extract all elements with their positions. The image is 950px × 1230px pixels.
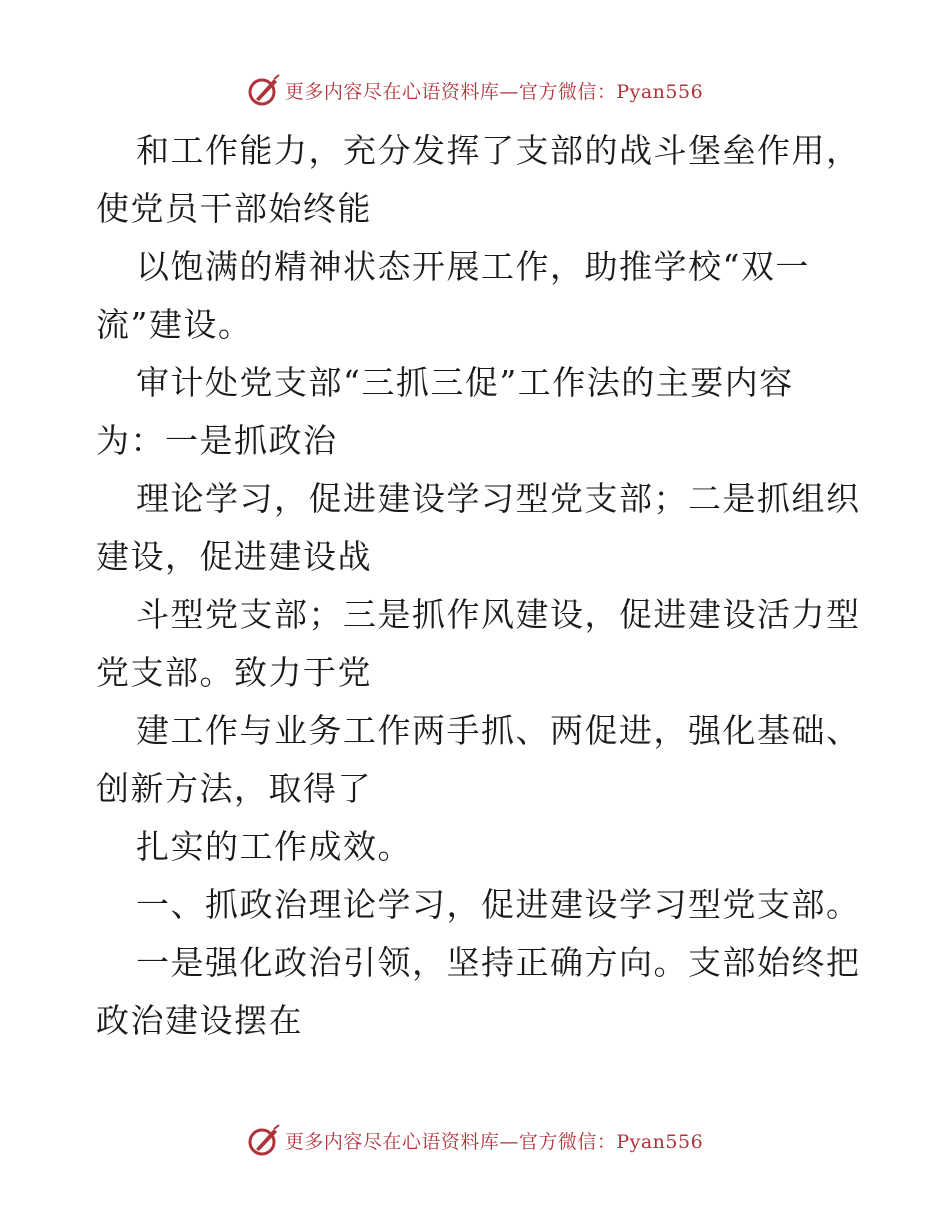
banner-main-text: 更多内容尽在心语资料库: [284, 1130, 500, 1153]
quill-pen-logo-icon: [247, 73, 281, 107]
banner-dash: —: [499, 1130, 519, 1153]
body-line: 审计处党支部“三抓三促”工作法的主要内容: [136, 363, 794, 402]
body-line: 使党员干部始终能: [96, 189, 372, 228]
body-line: 创新方法，取得了: [96, 769, 372, 808]
footer-banner: [0, 1120, 950, 1160]
banner-main-text: 更多内容尽在心语资料库: [284, 80, 500, 103]
body-line: 一是强化政治引领，坚持正确方向。支部始终把: [136, 943, 861, 982]
body-line: 一、抓政治理论学习，促进建设学习型党支部。: [136, 885, 861, 924]
body-line: 建工作与业务工作两手抓、两促进，强化基础、: [136, 711, 861, 750]
body-line: 以饱满的精神状态开展工作，助推学校“双一: [136, 247, 810, 286]
body-line: 建设，促进建设战: [96, 537, 372, 576]
body-line: 和工作能力，充分发挥了支部的战斗堡垒作用，: [136, 131, 861, 170]
body-line: 政治建设摆在: [96, 1001, 303, 1040]
header-banner: [0, 70, 950, 110]
body-line: 流”建设。: [96, 305, 253, 344]
document-body: [96, 122, 861, 1050]
body-line: 理论学习，促进建设学习型党支部；二是抓组织: [136, 479, 861, 518]
quill-pen-logo-icon: [247, 1123, 281, 1157]
banner-contact-text: 官方微信：Pyan556: [518, 1130, 704, 1153]
banner-contact-text: 官方微信：Pyan556: [518, 80, 704, 103]
body-line: 党支部。致力于党: [96, 653, 372, 692]
body-line: 为：一是抓政治: [96, 421, 338, 460]
body-line: 斗型党支部；三是抓作风建设，促进建设活力型: [136, 595, 861, 634]
banner-dash: —: [499, 80, 519, 103]
body-line: 扎实的工作成效。: [136, 827, 412, 866]
